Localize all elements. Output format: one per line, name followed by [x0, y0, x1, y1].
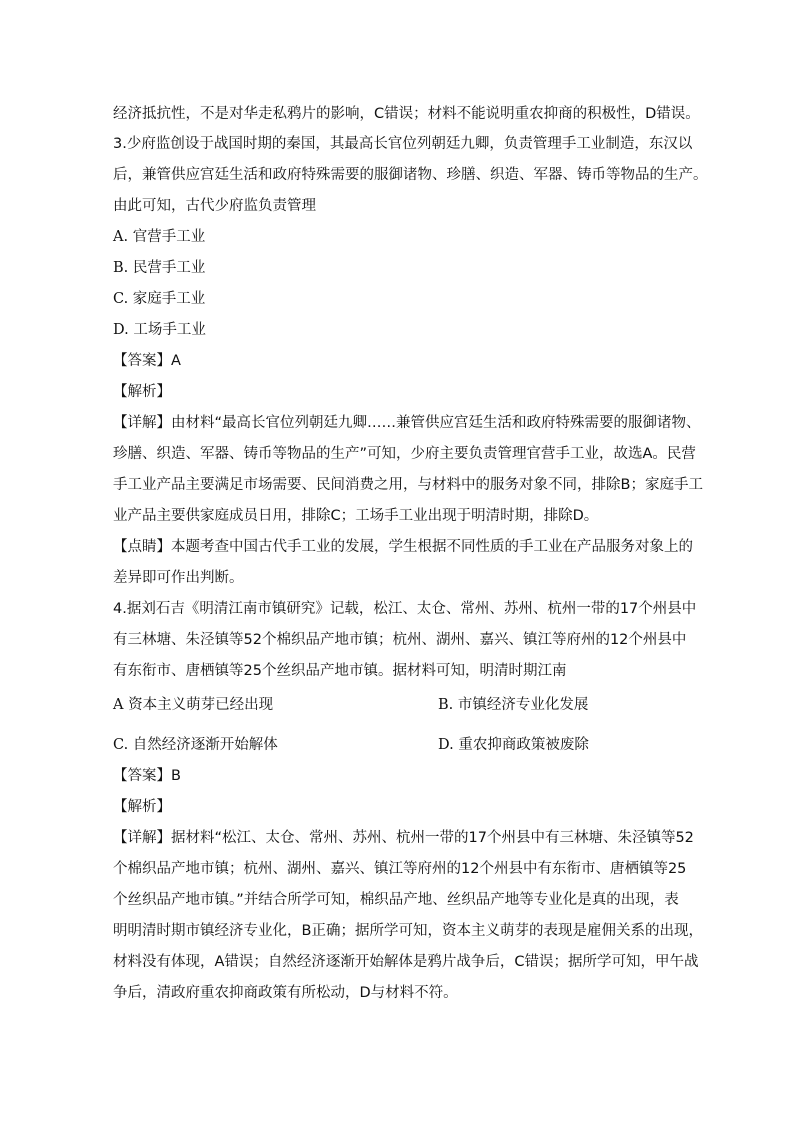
q3-option-b: B. 民营手工业: [113, 260, 206, 276]
q4-detail-line-5: 材料没有体现，A错误；自然经济逐渐开始解体是鸦片战争后，C错误；据所学可知，甲午战: [113, 954, 699, 970]
q4-detail-line-4: 明明清时期市镇经济专业化，B正确；据所学可知，资本主义萌芽的表现是雇佣关系的出现，: [113, 923, 703, 939]
q3-stem-line-2: 后，兼管供应宫廷生活和政府特殊需要的服御诸物、珍膳、织造、军器、铸币等物品的生产。: [113, 167, 708, 183]
q3-option-a: A. 官营手工业: [113, 229, 206, 245]
q3-detail-line-1: 【详解】由材料“最高长官位列朝廷九卿……兼管供应宫廷生活和政府特殊需要的服御诸物、: [113, 415, 701, 431]
q4-option-b: B. 市镇经济专业化发展: [438, 697, 589, 713]
q4-stem-line-2: 有三林塘、朱泾镇等52个棉织品产地市镇；杭州、湖州、嘉兴、镇江等府州的12个州县中: [113, 632, 687, 648]
q4-stem-line-3: 有东衔市、唐栖镇等25个丝织品产地市镇。据材料可知，明清时期江南: [113, 663, 567, 679]
q4-option-a: A 资本主义萌芽已经出现: [113, 697, 274, 713]
q3-option-c: C. 家庭手工业: [113, 291, 206, 307]
q4-detail-line-1: 【详解】据材料“松江、太仓、常州、苏州、杭州一带的17个州县中有三林塘、朱泾镇等52: [113, 830, 694, 846]
q4-detail-line-2: 个棉织品产地市镇；杭州、湖州、嘉兴、镇江等府州的12个州县中有东衔市、唐栖镇等25: [113, 861, 687, 877]
q3-option-d: D. 工场手工业: [113, 322, 206, 338]
q4-detail-line-6: 争后，清政府重农抑商政策有所松动，D与材料不符。: [113, 985, 458, 1001]
q4-stem-line-1: 4.据刘石吉《明清江南市镇研究》记载，松江、太仓、常州、苏州、杭州一带的17个州县中: [113, 601, 697, 617]
q3-stem-line-1: 3.少府监创设于战国时期的秦国，其最高长官位列朝廷九卿，负责管理手工业制造，东汉以: [113, 136, 693, 152]
q3-point-line-2: 差异即可作出判断。: [113, 570, 244, 586]
q4-answer: 【答案】B: [113, 768, 181, 784]
q3-analysis-heading: 【解析】: [113, 384, 171, 400]
q4-analysis-heading: 【解析】: [113, 799, 171, 815]
q3-answer: 【答案】A: [113, 353, 181, 369]
q4-detail-line-3: 个丝织品产地市镇。”并结合所学可知，棉织品产地、丝织品产地等专业化是真的出现，表: [113, 892, 679, 908]
q3-detail-line-2: 珍膳、织造、军器、铸币等物品的生产”可知，少府主要负责管理官营手工业，故选A。民营: [113, 446, 696, 462]
q3-detail-line-3: 手工业产品主要满足市场需要、民间消费之用，与材料中的服务对象不同，排除B；家庭手工: [113, 477, 703, 493]
q3-point-line-1: 【点睛】本题考查中国古代手工业的发展，学生根据不同性质的手工业在产品服务对象上的: [113, 539, 693, 555]
q3-stem-line-3: 由此可知，古代少府监负责管理: [113, 198, 316, 214]
q4-option-c: C. 自然经济逐渐开始解体: [113, 737, 278, 753]
q4-option-d: D. 重农抑商政策被废除: [438, 737, 589, 753]
q3-detail-line-4: 业产品主要供家庭成员日用，排除C；工场手工业出现于明清时期，排除D。: [113, 508, 599, 524]
q2-analysis-tail: 经济抵抗性，不是对华走私鸦片的影响，C错误；材料不能说明重农抑商的积极性，D错误。: [113, 106, 700, 122]
